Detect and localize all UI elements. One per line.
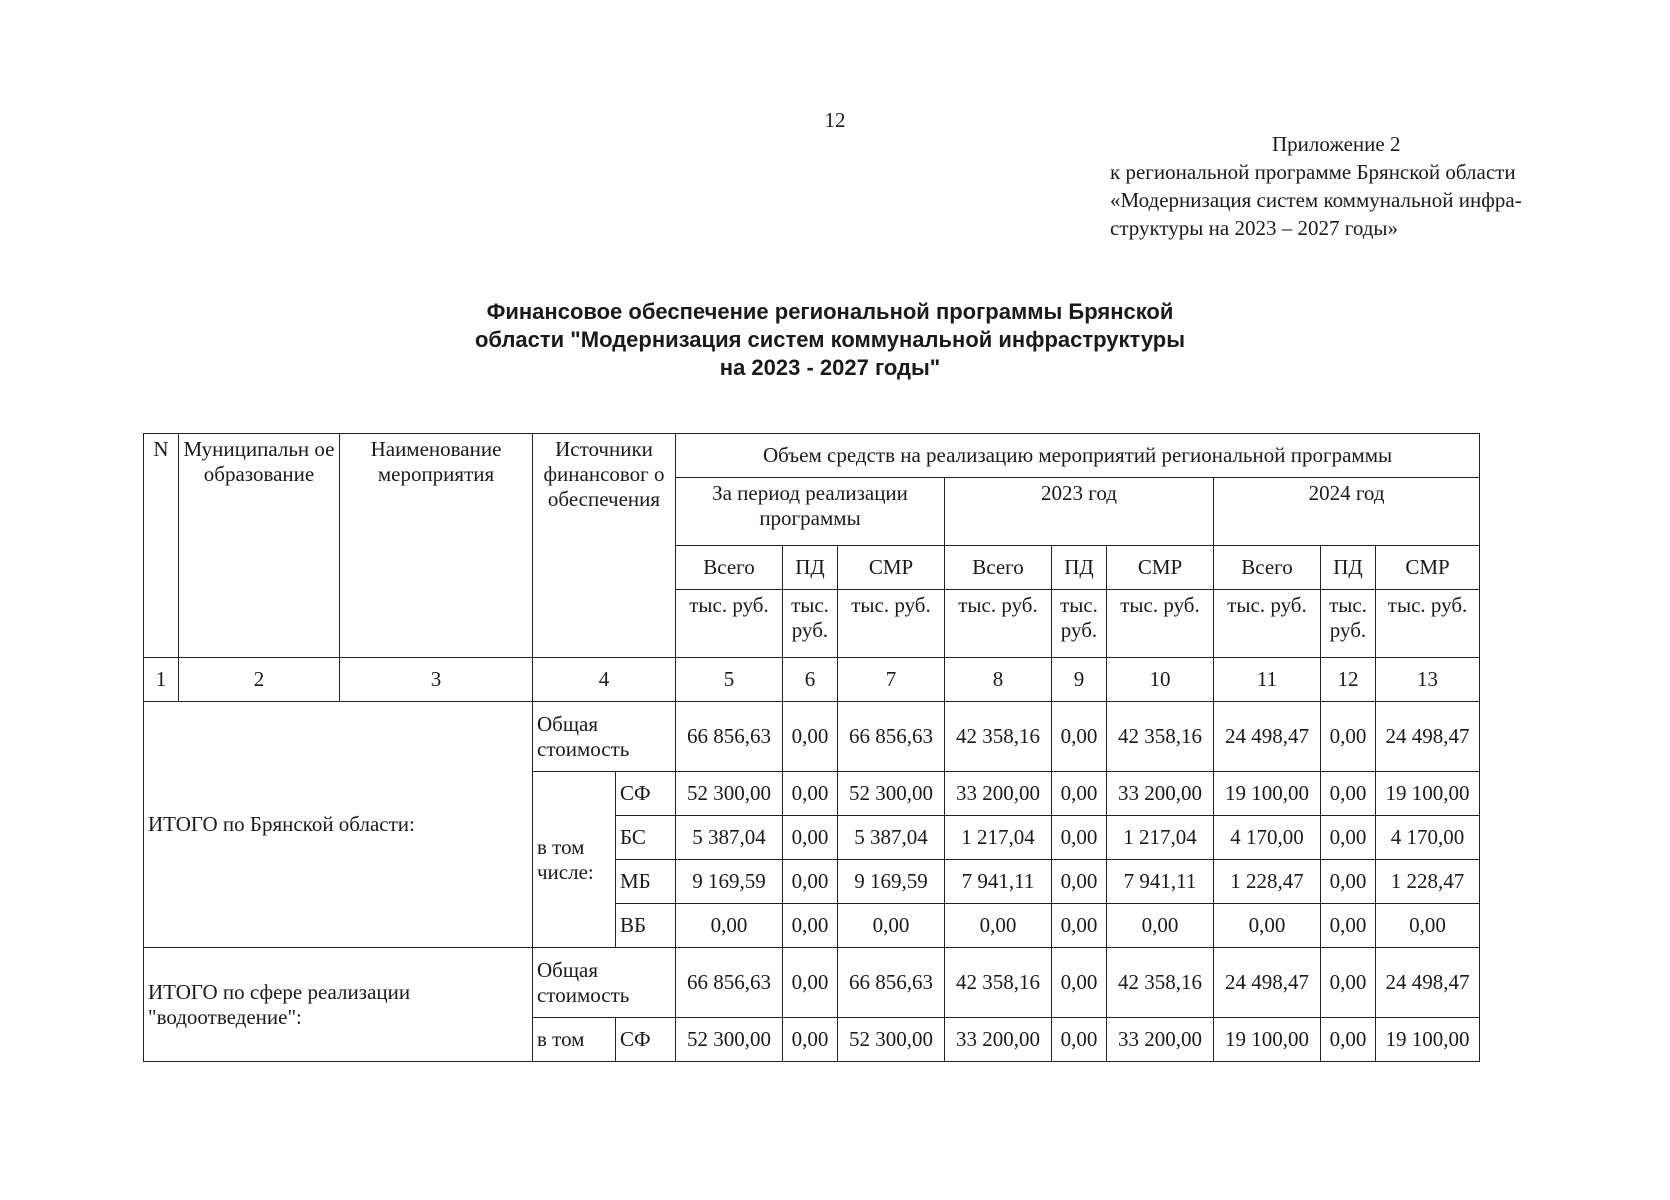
- header-unit: тыс. руб.: [783, 590, 838, 658]
- index-cell: 11: [1214, 658, 1321, 702]
- value-cell: 0,00: [1321, 860, 1376, 904]
- value-cell: 0,00: [783, 772, 838, 816]
- value-cell: 0,00: [1321, 702, 1376, 772]
- value-cell: 33 200,00: [1107, 1018, 1214, 1062]
- header-unit: тыс. руб.: [1214, 590, 1321, 658]
- value-cell: 66 856,63: [676, 702, 783, 772]
- value-cell: 0,00: [1321, 816, 1376, 860]
- value-cell: 19 100,00: [1376, 1018, 1480, 1062]
- index-cell: 8: [945, 658, 1052, 702]
- header-smr: СМР: [838, 546, 945, 590]
- source-code: СФ: [616, 1018, 676, 1062]
- value-cell: 0,00: [945, 904, 1052, 948]
- value-cell: 0,00: [783, 702, 838, 772]
- header-unit: тыс. руб.: [945, 590, 1052, 658]
- value-cell: 19 100,00: [1376, 772, 1480, 816]
- header-total: Всего: [1214, 546, 1321, 590]
- table-row: [144, 702, 1480, 772]
- value-cell: 0,00: [1052, 904, 1107, 948]
- header-total: Всего: [945, 546, 1052, 590]
- header-pd: ПД: [1321, 546, 1376, 590]
- header-period-total: За период реализации программы: [676, 478, 945, 546]
- value-cell: 52 300,00: [838, 1018, 945, 1062]
- value-cell: 4 170,00: [1376, 816, 1480, 860]
- index-cell: 7: [838, 658, 945, 702]
- header-smr: СМР: [1107, 546, 1214, 590]
- value-cell: 42 358,16: [1107, 702, 1214, 772]
- header-pd: ПД: [783, 546, 838, 590]
- value-cell: 9 169,59: [838, 860, 945, 904]
- value-cell: 0,00: [783, 948, 838, 1018]
- index-cell: 1: [144, 658, 179, 702]
- value-cell: 0,00: [1052, 772, 1107, 816]
- value-cell: 19 100,00: [1214, 772, 1321, 816]
- value-cell: 5 387,04: [676, 816, 783, 860]
- header-unit: тыс. руб.: [1376, 590, 1480, 658]
- value-cell: 0,00: [1052, 702, 1107, 772]
- value-cell: 0,00: [676, 904, 783, 948]
- value-cell: 33 200,00: [1107, 772, 1214, 816]
- value-cell: 0,00: [1321, 904, 1376, 948]
- value-cell: 52 300,00: [676, 772, 783, 816]
- index-cell: 13: [1376, 658, 1480, 702]
- value-cell: 7 941,11: [945, 860, 1052, 904]
- value-cell: 66 856,63: [838, 948, 945, 1018]
- title-line: Финансовое обеспечение региональной программы Брянской: [486, 299, 1174, 324]
- including-label: в том: [533, 1018, 616, 1062]
- header-unit: тыс. руб.: [676, 590, 783, 658]
- value-cell: 1 217,04: [1107, 816, 1214, 860]
- value-cell: 0,00: [1376, 904, 1480, 948]
- value-cell: 4 170,00: [1214, 816, 1321, 860]
- value-cell: 19 100,00: [1214, 1018, 1321, 1062]
- value-cell: 0,00: [1052, 1018, 1107, 1062]
- value-cell: 0,00: [1321, 772, 1376, 816]
- header-total: Всего: [676, 546, 783, 590]
- header-volume: Объем средств на реализацию мероприятий региональной программы: [676, 434, 1480, 478]
- financing-table: [143, 433, 1480, 1062]
- value-cell: 42 358,16: [1107, 948, 1214, 1018]
- value-cell: 0,00: [783, 816, 838, 860]
- value-cell: 66 856,63: [838, 702, 945, 772]
- header-municipality: Муниципальн ое образование: [179, 434, 340, 658]
- title-line: на 2023 - 2027 годы": [719, 355, 941, 380]
- header-unit: тыс. руб.: [1321, 590, 1376, 658]
- index-cell: 10: [1107, 658, 1214, 702]
- value-cell: 1 228,47: [1376, 860, 1480, 904]
- header-n: N: [144, 434, 179, 658]
- value-cell: 0,00: [1321, 1018, 1376, 1062]
- header-smr: СМР: [1376, 546, 1480, 590]
- value-cell: 0,00: [783, 904, 838, 948]
- index-cell: 2: [179, 658, 340, 702]
- index-cell: 12: [1321, 658, 1376, 702]
- value-cell: 0,00: [1321, 948, 1376, 1018]
- title-line: области "Модернизация систем коммунальной инфраструктуры: [474, 327, 1186, 352]
- index-cell: 3: [340, 658, 533, 702]
- group-label: ИТОГО по Брянской области:: [144, 702, 533, 948]
- appendix-line: «Модернизация систем коммунальной инфра-: [1110, 188, 1522, 212]
- header-year-2023: 2023 год: [945, 478, 1214, 546]
- source-code: СФ: [616, 772, 676, 816]
- header-unit: тыс. руб.: [1052, 590, 1107, 658]
- index-cell: 5: [676, 658, 783, 702]
- value-cell: 1 217,04: [945, 816, 1052, 860]
- appendix-note: [1110, 130, 1630, 242]
- index-cell: 4: [533, 658, 676, 702]
- document-title: [380, 298, 1280, 382]
- value-cell: 5 387,04: [838, 816, 945, 860]
- appendix-line: структуры на 2023 – 2027 годы»: [1110, 216, 1399, 240]
- value-cell: 33 200,00: [945, 772, 1052, 816]
- value-cell: 7 941,11: [1107, 860, 1214, 904]
- value-cell: 24 498,47: [1376, 948, 1480, 1018]
- group-label: ИТОГО по сфере реализации "водоотведение":: [144, 948, 533, 1062]
- header-pd: ПД: [1052, 546, 1107, 590]
- header-sources: Источники финансовог о обеспечения: [533, 434, 676, 658]
- value-cell: 42 358,16: [945, 702, 1052, 772]
- header-unit: тыс. руб.: [1107, 590, 1214, 658]
- index-cell: 9: [1052, 658, 1107, 702]
- value-cell: 0,00: [1052, 948, 1107, 1018]
- value-cell: 0,00: [1107, 904, 1214, 948]
- value-cell: 52 300,00: [676, 1018, 783, 1062]
- value-cell: 0,00: [838, 904, 945, 948]
- value-cell: 42 358,16: [945, 948, 1052, 1018]
- value-cell: 0,00: [783, 860, 838, 904]
- source-code: МБ: [616, 860, 676, 904]
- value-cell: 33 200,00: [945, 1018, 1052, 1062]
- value-cell: 24 498,47: [1214, 702, 1321, 772]
- index-cell: 6: [783, 658, 838, 702]
- value-cell: 0,00: [1214, 904, 1321, 948]
- value-cell: 0,00: [1052, 816, 1107, 860]
- header-unit: тыс. руб.: [838, 590, 945, 658]
- page-number: 12: [824, 108, 846, 132]
- value-cell: 52 300,00: [838, 772, 945, 816]
- including-label: в том числе:: [533, 772, 616, 948]
- value-cell: 0,00: [783, 1018, 838, 1062]
- value-cell: 1 228,47: [1214, 860, 1321, 904]
- source-code: ВБ: [616, 904, 676, 948]
- total-cost-label: Общая стоимость: [533, 702, 676, 772]
- header-year-2024: 2024 год: [1214, 478, 1480, 546]
- appendix-line: к региональной программе Брянской области: [1110, 160, 1516, 184]
- total-cost-label: Общая стоимость: [533, 948, 676, 1018]
- header-event: Наименование мероприятия: [340, 434, 533, 658]
- value-cell: 24 498,47: [1214, 948, 1321, 1018]
- value-cell: 24 498,47: [1376, 702, 1480, 772]
- table-row: [144, 948, 1480, 1018]
- appendix-line: Приложение 2: [1272, 132, 1401, 156]
- value-cell: 66 856,63: [676, 948, 783, 1018]
- source-code: БС: [616, 816, 676, 860]
- value-cell: 9 169,59: [676, 860, 783, 904]
- value-cell: 0,00: [1052, 860, 1107, 904]
